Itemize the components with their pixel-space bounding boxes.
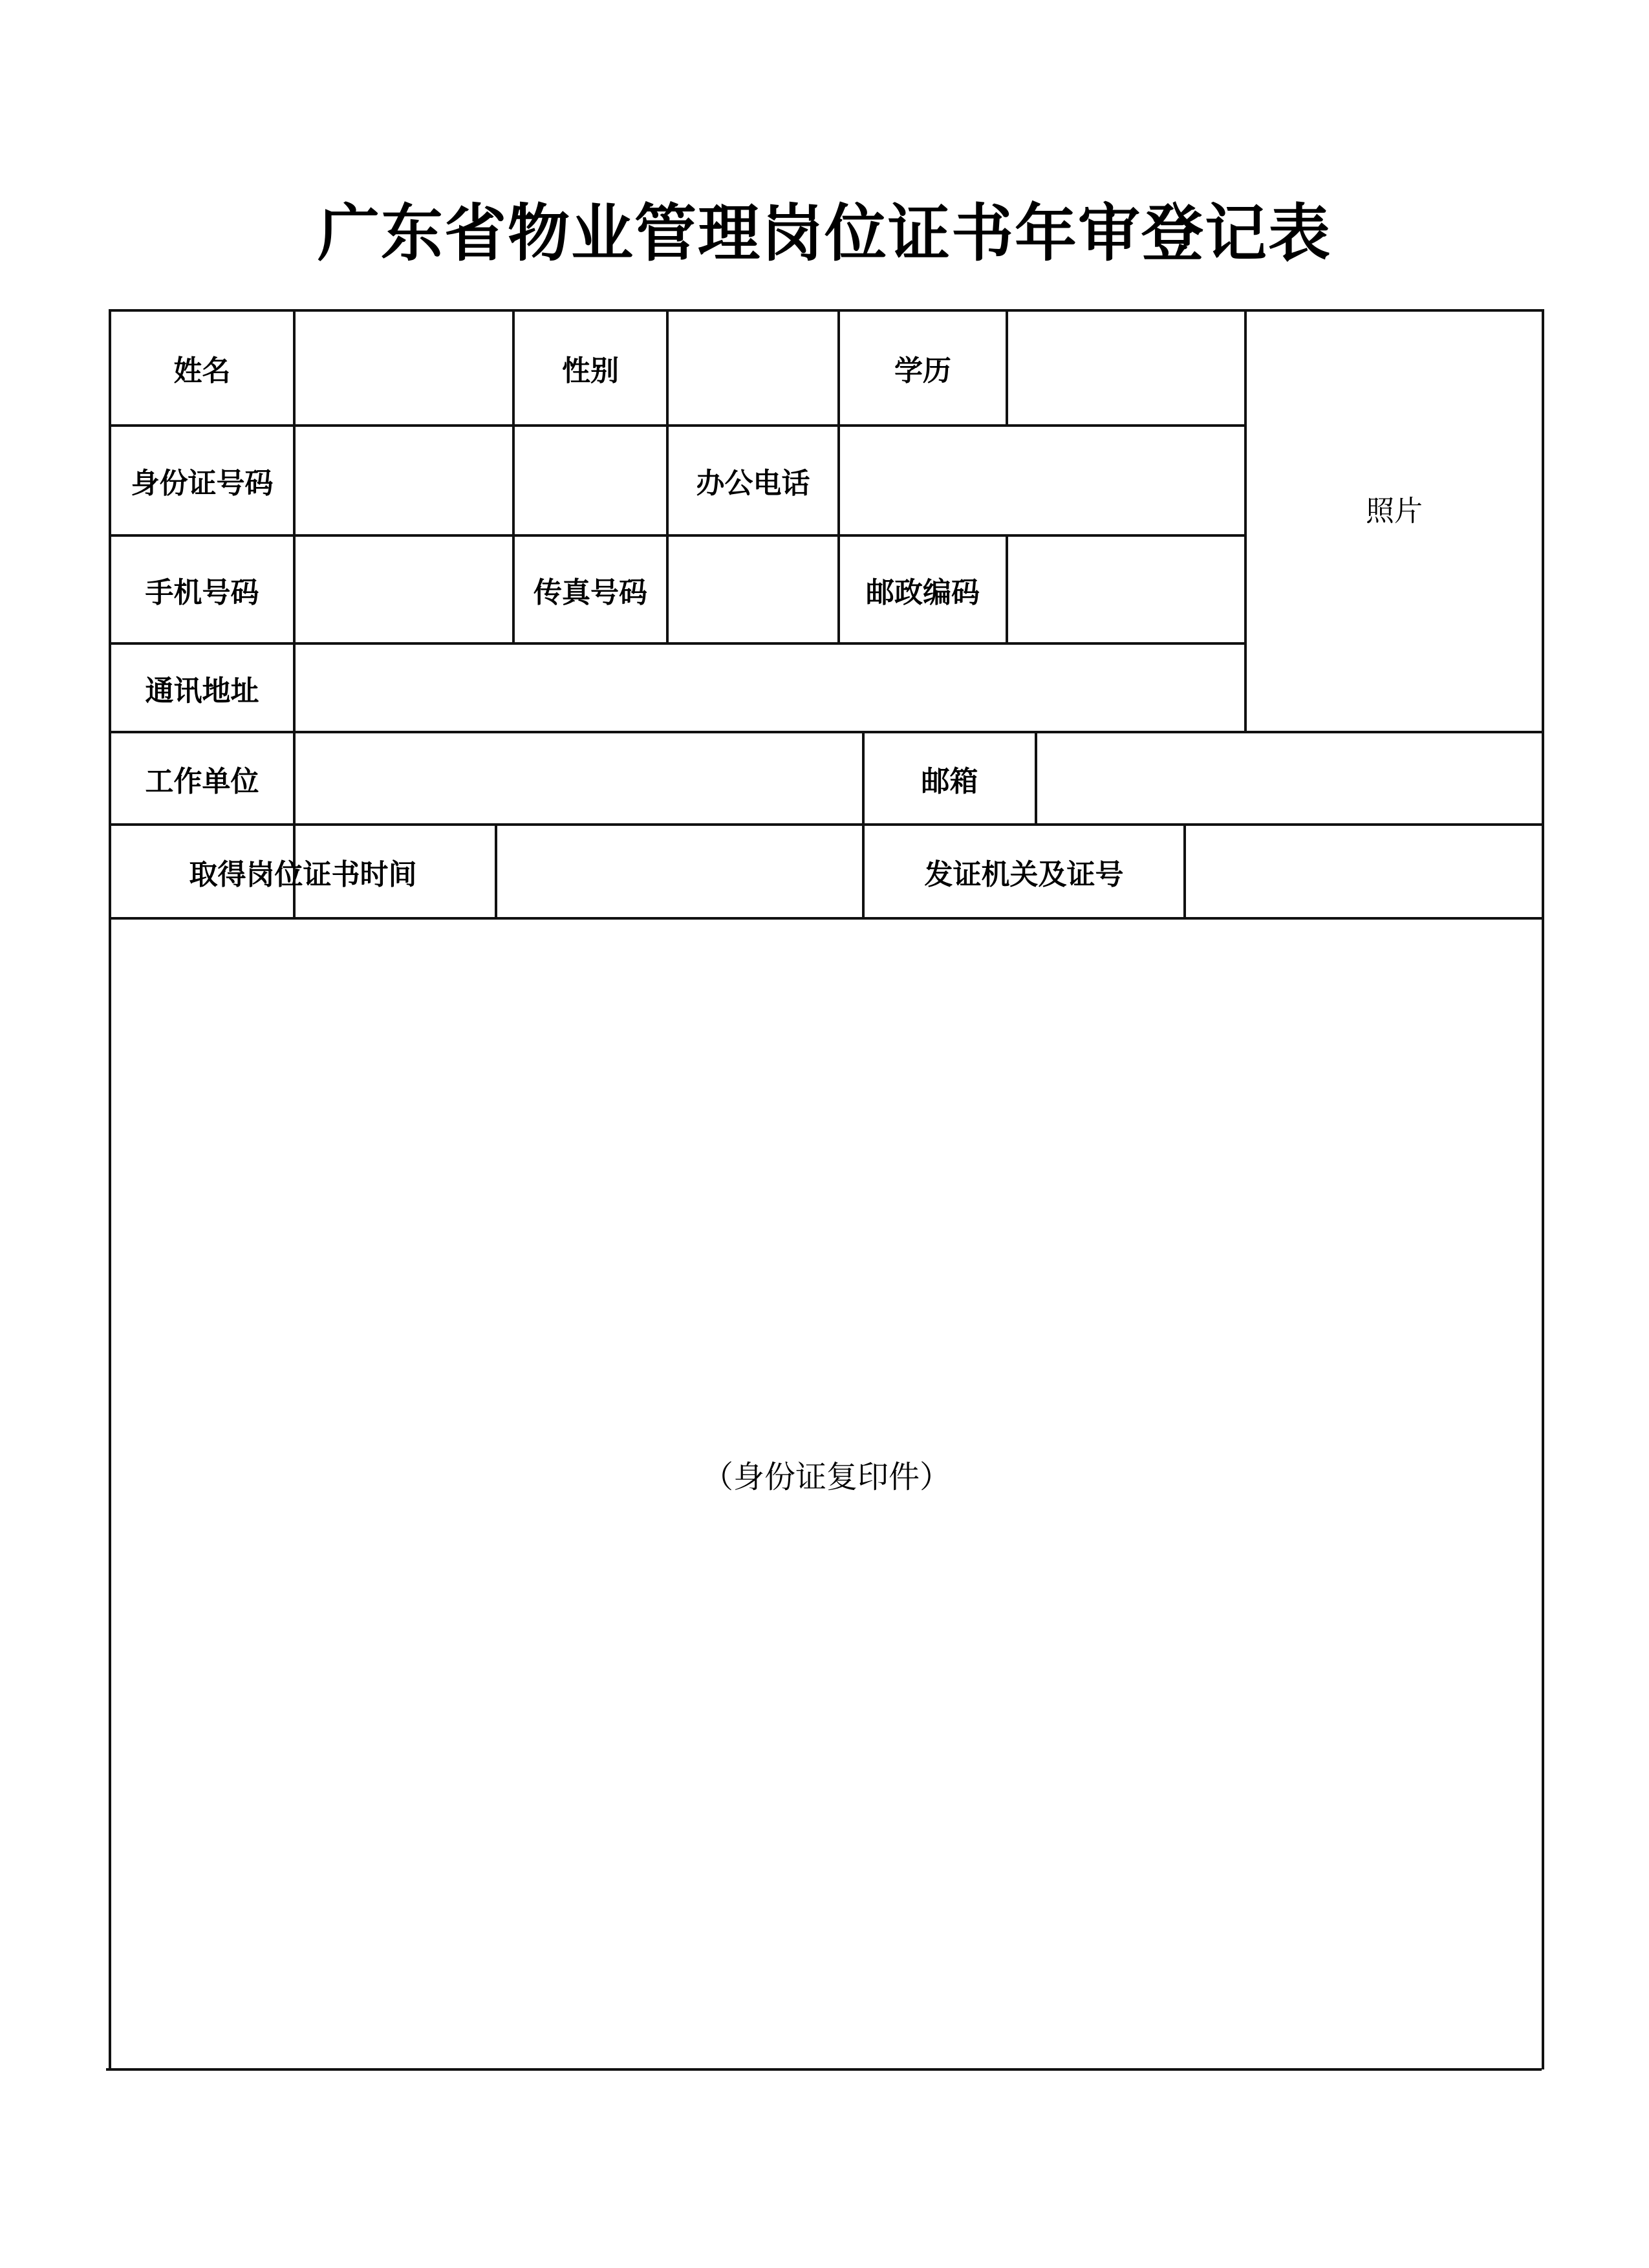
cert-authority-field[interactable] — [1186, 826, 1542, 917]
photo-box: 照片 — [1366, 495, 1423, 528]
email-field[interactable] — [1037, 733, 1542, 823]
education-label: 学历 — [894, 354, 951, 387]
form-title: 广东省物业管理岗位证书年审登记表 — [318, 197, 1331, 270]
gender-field[interactable] — [669, 312, 837, 424]
address-label: 通讯地址 — [145, 674, 259, 707]
fax-label: 传真号码 — [534, 576, 647, 609]
mobile-field[interactable] — [296, 537, 512, 642]
name-field[interactable] — [296, 312, 512, 424]
email-label: 邮箱 — [921, 764, 978, 798]
postal-code-field[interactable] — [1008, 537, 1244, 642]
gender-label: 性别 — [562, 354, 619, 387]
employer-field[interactable] — [296, 733, 862, 823]
fax-field[interactable] — [669, 537, 837, 642]
id-copy-area: （身份证复印件） — [702, 1458, 951, 1495]
name-label: 姓名 — [173, 354, 231, 387]
id-number-field[interactable] — [296, 427, 666, 534]
address-field[interactable] — [296, 645, 1244, 731]
cert-authority-label: 发证机关及证号 — [924, 858, 1124, 891]
office-phone-field[interactable] — [840, 427, 1244, 534]
cert-date-field[interactable] — [497, 826, 862, 917]
id-number-label: 身份证号码 — [131, 467, 274, 500]
postal-code-label: 邮政编码 — [866, 576, 980, 609]
employer-label: 工作单位 — [145, 764, 259, 798]
education-field[interactable] — [1008, 312, 1244, 424]
mobile-label: 手机号码 — [145, 576, 259, 609]
office-phone-label: 办公电话 — [696, 467, 810, 500]
cert-date-label: 取得岗位证书时间 — [189, 858, 417, 891]
